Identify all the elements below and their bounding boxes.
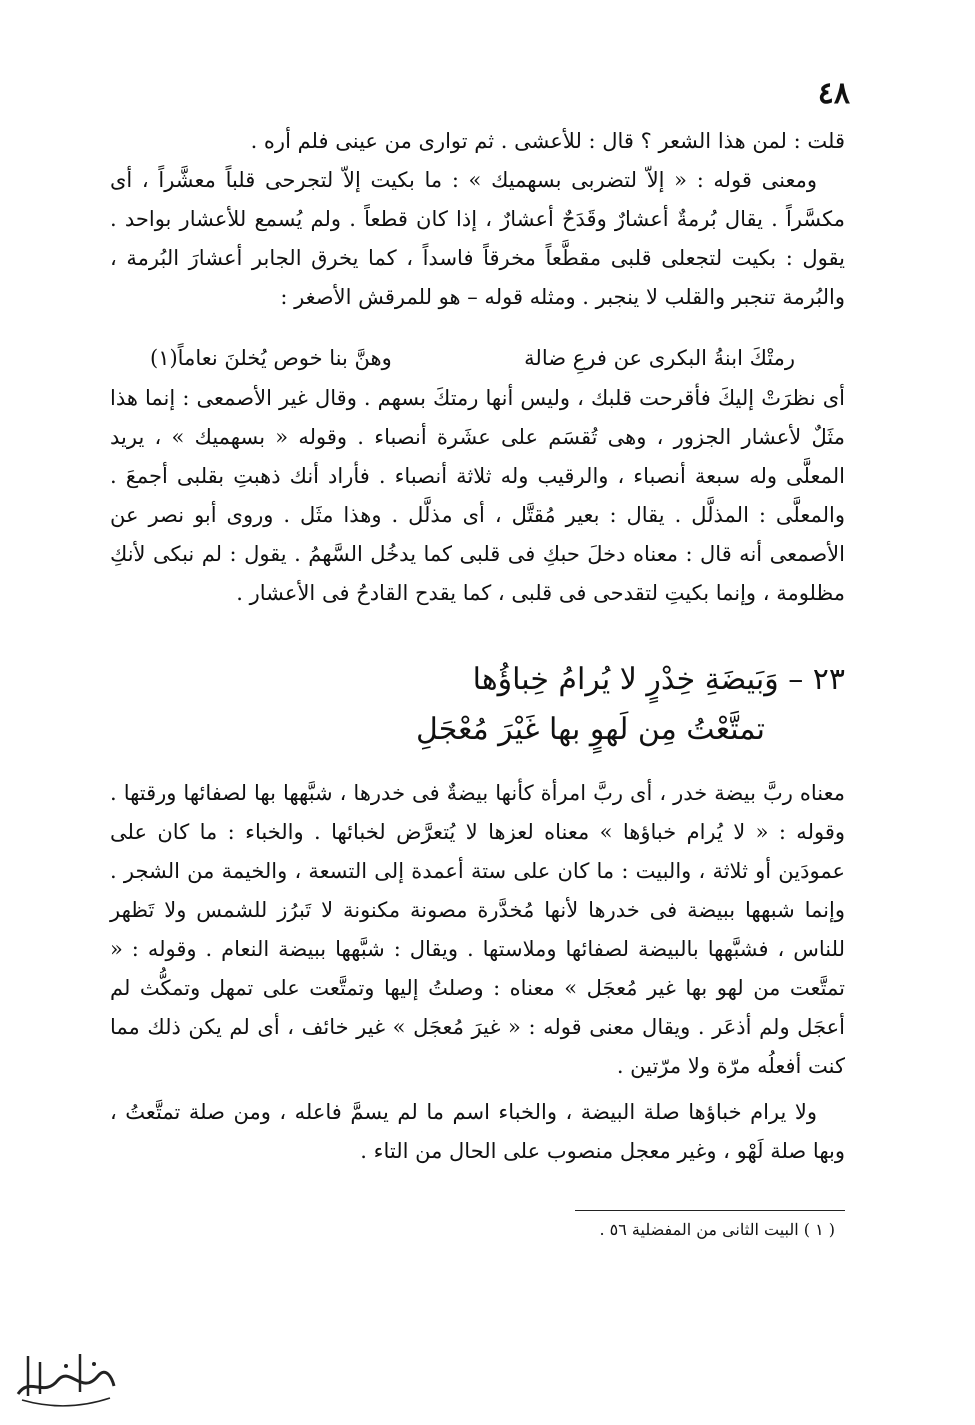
verse-second-hemistich: وهنَّ بنا خوص يُخلنَ نعاماً(١): [150, 346, 392, 370]
poem-line-2: تمتَّعْتُ مِن لَهوٍ بها غَيْرَ مُعْجَلِ: [416, 712, 765, 747]
paragraph-4: معناه ربَّ بيضة خدر ، أى ربَّ امرأة كأنها بيضةٌ فى خدرها ، شبَّهها بها لصفائها ورقتها . وقوله : « لا يُرام خباؤها » معناه لعزها لا يُتعرَّض لخبائها . والخباء : ما كان على عمودَين أو ثلاثة ، والبيت : ما كان على ستة أعمدة إلى التسعة ، والخيمة من الشجر . وإنما شبهها ببيضة فى خدرها لأنها مُخدَّرة مصونة مكنونة لا تَبرُز للشمس ولا تَظهر للناس ، فشبَّهها بالبيضة لصفائها وملاستها . ويقال : شبَّهها ببيضة النعام . وقوله : « تمتَّعت من لهو بها غير مُعجَل » معناه : وصلتُ إليها وتمتَّعت على تمهل وتمكُّث لم أعجَل ولم أذعَر . ويقال معنى قوله : « غيرَ مُعجَل » غير خائف ، أى لم يكن ذلك مما كنت أفعلُه مرّة ولا مرّتين .: [110, 781, 845, 1078]
paragraph-2: ومعنى قوله : « إلاّ لتضربى بسهميك » : ما بكيت إلاّ لتجرحى قلباً معشَّراً ، أى مكسَّراً . يقال بُرمةٌ أعشارٌ وقَدَحٌ أعشارٌ ، إذا كان قطعاً . ولم يُسمع للأعشار بواحد . يقول : بكيت لتجعلى قلبى مقطَّعاً مخرقاً فاسداً ، كما يخرق الجابر أعشارَ البُرمة ، والبُرمة تنجبر والقلب لا ينجبر . ومثله قوله – هو للمرقش الأصغر :: [110, 168, 845, 309]
quoted-verse: [110, 339, 845, 378]
poem-line-1: ٢٣ – وَبَيضَةِ خِدْرٍ لا يُرامُ خِباؤُها: [472, 662, 845, 697]
verse-first-hemistich: رمتْكَ ابنةُ البكرى عن فرعِ ضالة: [524, 346, 795, 370]
footnote: ( ١ ) البيت الثانى من المفضلية ٥٦ .: [599, 1220, 835, 1239]
paragraph-1: قلت : لمن هذا الشعر ؟ قال : للأعشى . ثم توارى من عينى فلم أره .: [250, 129, 845, 153]
paragraph-3: أى نظرَتْ إليكَ فأقرحت قلبك ، وليس أنها رمتكَ بسهم . وقال غير الأصمعى : إنما هذا مثَلٌ لأعشار الجزور ، وهى تُقسَم على عشَرة أنصباء . وقوله « بسهميك » ، يريد المعلَّى وله سبعة أنصباء ، والرقيب وله ثلاثة أنصباء . فأراد أنك ذهبتِ بقلبى أجمعَ . والمعلَّى : المذلَّل . يقال : بعير مُقتَّل ، أى مذلَّل . وهذا مثَل . وروى أبو نصر عن الأصمعى أنه قال : معناه دخلَ حبكِ فى قلبى كما يدخُل السَّهمُ . يقول : لم نبكى لأنكِ مظلومة ، وإنما بكيتِ لتقدحى فى قلبى ، كما يقدح القادحُ فى الأعشار .: [110, 386, 845, 605]
calligraphy-logo: [10, 1336, 120, 1416]
footnote-divider: [575, 1210, 845, 1211]
page-number: ٤٨: [817, 76, 850, 111]
paragraph-5: ولا يرام خباؤها صلة البيضة ، والخباء اسم ما لم يسمَّ فاعله ، ومن صلة تمتَّعتُ ، وبها صلة لَهْو ، وغير معجل منصوب على الحال من التاء .: [110, 1100, 845, 1163]
